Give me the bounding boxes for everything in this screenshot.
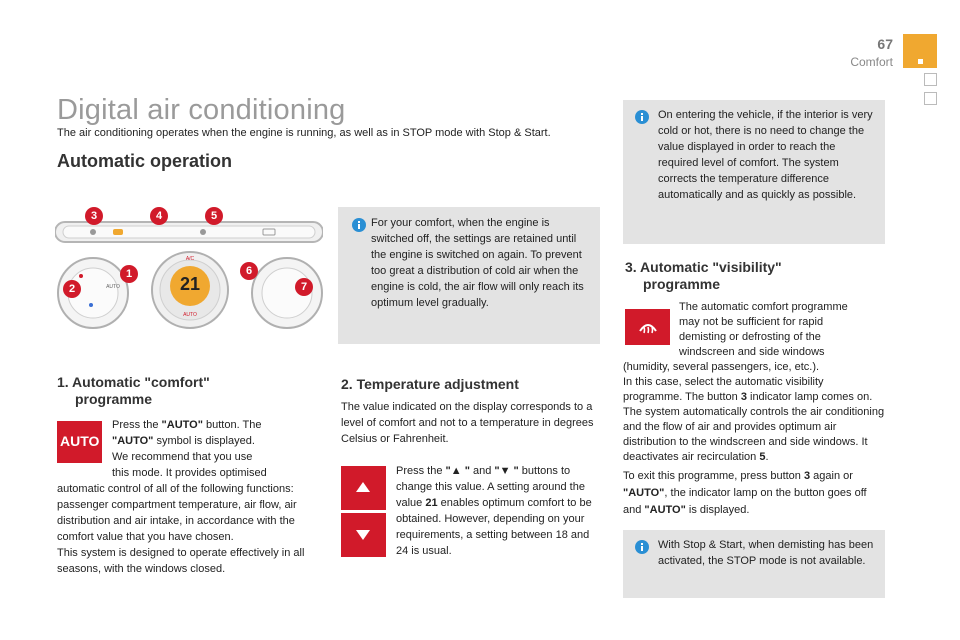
badge-3: 3 xyxy=(85,207,103,225)
section2-p2 xyxy=(396,463,596,559)
s1-text: this mode. It provides optimised xyxy=(112,467,267,479)
temp-down-button-illustration xyxy=(341,513,386,557)
s1-text: button. The xyxy=(202,419,262,431)
s1-paragraph: This system is designed to operate effectively in all seasons, with the windows closed. xyxy=(57,547,305,575)
s1-text: symbol is displayed. xyxy=(153,435,255,447)
section3-heading xyxy=(625,259,782,293)
section-name: Comfort xyxy=(850,55,893,69)
section1-intro xyxy=(112,417,312,481)
s1-paragraph: automatic control of all of the following functions: passenger compartment temperature, air flow, air distribution and air intake, in accordance with the comfort value that you have chosen. xyxy=(57,483,297,543)
s3-text: demisting or defrosting of the xyxy=(679,331,821,343)
info-icon xyxy=(635,540,649,554)
intro-text: The air conditioning operates when the engine is running, as well as in STOP mode with Stop & Start. xyxy=(57,127,551,139)
chapter-tab-active[interactable] xyxy=(903,34,937,68)
windscreen-demist-icon xyxy=(638,317,658,337)
s3-text: is displayed. xyxy=(685,504,750,516)
badge-4: 4 xyxy=(150,207,168,225)
badge-6: 6 xyxy=(240,262,258,280)
s3-text: To exit this programme, press button xyxy=(623,470,804,482)
s2-text: Press the xyxy=(396,465,446,477)
section1-heading-line1: 1. Automatic "comfort" xyxy=(57,374,210,390)
visibility-button-illustration xyxy=(625,309,670,345)
control-panel-illustration xyxy=(55,198,323,338)
s2-bold: "▼ " xyxy=(494,465,519,477)
s3-text: windscreen and side windows xyxy=(679,346,825,358)
chapter-tab[interactable] xyxy=(924,73,937,86)
s3-text: The system automatically controls the air conditioning and the flow of air and provides optimum air distribution to the windscreen and side windows. It deactivates air recirculation xyxy=(623,406,885,463)
display-auto-label: AUTO xyxy=(183,312,197,318)
auto-button-illustration xyxy=(57,421,102,463)
s3-bold: 3 xyxy=(803,470,811,482)
page-title: Digital air conditioning xyxy=(57,94,346,126)
s3-text: may not be sufficient for rapid xyxy=(679,316,824,328)
tab-dot-icon xyxy=(918,59,923,64)
s3-bold: "AUTO" xyxy=(644,504,686,516)
s2-text: buttons to change this value. A setting around the value xyxy=(396,465,585,509)
s2-text: and xyxy=(469,465,495,477)
badge-1: 1 xyxy=(120,265,138,283)
section-heading: Automatic operation xyxy=(57,151,233,171)
section2-p1: The value indicated on the display corresponds to a level of comfort and not to a temperature in degrees Celsius or Fahrenheit. xyxy=(341,401,594,445)
arrow-down-icon xyxy=(356,530,370,540)
s3-text: again or xyxy=(810,470,853,482)
s3-text: . xyxy=(765,451,769,463)
section3-heading-line2: programme xyxy=(643,276,721,292)
s1-text: We recommend that you use xyxy=(112,451,253,463)
s3-bold: "AUTO" xyxy=(623,487,665,499)
display-value: 21 xyxy=(179,274,201,294)
info-text-comfort: For your comfort, when the engine is switched off, the settings are retained until the engine is switched on again. To prevent too great a distribution of cold air when the engine is cold, the air flow will only reach its optimum level gradually. xyxy=(371,217,584,309)
s3-text: The automatic comfort programme xyxy=(679,301,848,313)
section3-heading-line1: 3. Automatic "visibility" xyxy=(625,259,782,275)
info-box-comfort xyxy=(338,207,600,344)
info-box-entering xyxy=(623,100,885,244)
s1-text: Press the xyxy=(112,419,162,431)
info-icon xyxy=(635,110,649,124)
knob-auto-label: AUTO xyxy=(106,284,120,290)
display-ac-label: A/C xyxy=(185,256,195,262)
s3-text: (humidity, several passengers, ice, etc.). xyxy=(623,361,820,373)
s3-bold: 3 xyxy=(740,391,747,403)
section1-body xyxy=(57,481,313,577)
s3-text: , the indicator lamp on the button goes off and xyxy=(623,487,867,516)
section1-heading-line2: programme xyxy=(75,391,153,407)
s3-bold: 5 xyxy=(759,451,766,463)
section3-intro xyxy=(679,300,889,360)
page-number: 67 xyxy=(877,36,893,52)
s1-bold: "AUTO" xyxy=(161,419,203,431)
section1-heading xyxy=(57,374,210,408)
badge-2: 2 xyxy=(63,280,81,298)
arrow-up-icon xyxy=(356,482,370,492)
s1-bold: "AUTO" xyxy=(112,435,154,447)
info-icon xyxy=(352,218,366,232)
info-text-entering: On entering the vehicle, if the interior is very cold or hot, there is no need to change the value displayed in order to reach the required level of comfort. The system corrects the temperature difference automatically and as quickly as possible. xyxy=(658,109,873,201)
s3-text: In this case, select the automatic visibility programme. The button xyxy=(623,376,824,403)
s2-bold: "▲ " xyxy=(445,465,470,477)
chapter-tab[interactable] xyxy=(924,92,937,105)
s2-bold: 21 xyxy=(425,497,438,509)
section2-heading: 2. Temperature adjustment xyxy=(341,376,519,392)
s2-text: enables optimum comfort to be obtained. However, depending on your requirements, a setting between 18 and 24 is usual. xyxy=(396,497,592,557)
s3-text: indicator lamp comes on. xyxy=(746,391,873,403)
auto-button-label: AUTO xyxy=(60,433,100,449)
temp-up-button-illustration xyxy=(341,466,386,510)
info-text-stopstart: With Stop & Start, when demisting has been activated, the STOP mode is not available. xyxy=(658,539,874,567)
badge-7: 7 xyxy=(295,278,313,296)
badge-5: 5 xyxy=(205,207,223,225)
section3-body xyxy=(623,360,885,519)
info-box-stopstart xyxy=(623,530,885,598)
